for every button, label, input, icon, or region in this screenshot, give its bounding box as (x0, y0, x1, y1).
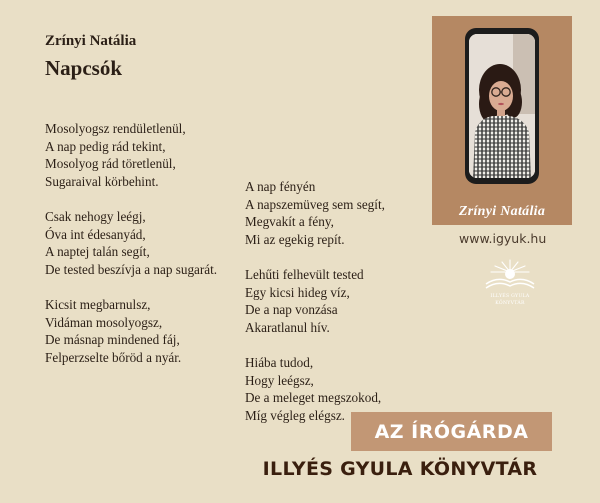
stanza-left-1 (45, 120, 186, 190)
poem-line: Mosolyog rád töretlenül, (45, 156, 176, 171)
poem-title: Napcsók (45, 56, 123, 80)
poem-line: Lehűti felhevült tested (245, 267, 364, 282)
poem-line: Megvakít a fény, (245, 214, 334, 229)
poem-line: Akaratlanul hív. (245, 319, 330, 335)
stanza-left-3 (45, 296, 181, 366)
logo-text-line2: KÖNYVTÁR (495, 301, 525, 306)
poem-line: Mosolyogsz rendületlenül, (45, 121, 186, 136)
badge-label: AZ ÍRÓGÁRDA (374, 420, 529, 443)
poem-line: De másnap mindened fáj, (45, 332, 180, 347)
poem-line: A napszemüveg sem segít, (245, 196, 385, 212)
poem-line: Egy kicsi hideg víz, (245, 284, 350, 300)
website-link[interactable]: www.igyuk.hu (459, 231, 547, 246)
logo-text-line1: ILLYÉS GYULA (490, 294, 530, 299)
poem-line: A nap pedig rád tekint, (45, 138, 166, 154)
poem-line: De a meleget megszokod, (245, 390, 382, 405)
author-photo (469, 34, 535, 178)
irogarda-badge (351, 412, 552, 451)
poem-line: De a nap vonzása (245, 302, 338, 317)
poem-line: Hiába tudod, (245, 355, 314, 370)
card-author-name: Zrínyi Natália (458, 204, 546, 219)
stanza-right-1 (245, 178, 385, 248)
author-name: Zrínyi Natália (45, 33, 137, 49)
author-card (432, 16, 572, 225)
poem-line: A naptej talán segít, (45, 244, 150, 259)
book-sun-icon (480, 258, 540, 292)
stanza-right-2 (245, 266, 364, 336)
stanza-left-2 (45, 208, 217, 278)
portrait-image (469, 34, 535, 178)
poem-line: Hogy leégsz, (245, 372, 314, 388)
poem-line: A nap fényén (245, 179, 316, 194)
poem-line: Mi az egekig repít. (245, 231, 345, 247)
poem-line: De tested beszívja a nap sugarát. (45, 261, 218, 277)
library-logo (480, 258, 540, 310)
phone-frame (465, 28, 539, 184)
library-name: ILLYÉS GYULA KÖNYVTÁR (262, 458, 538, 480)
poem-line: Csak nehogy leégj, (45, 209, 146, 224)
poem-line: Kicsit megbarnulsz, (45, 297, 151, 312)
poem-line: Sugaraival körbehint. (45, 173, 159, 189)
poem-line: Felperzselte bőröd a nyár. (45, 349, 182, 365)
poem-line: Óva int édesanyád, (45, 226, 146, 242)
poem-line: Vidáman mosolyogsz, (45, 314, 163, 330)
poem-line: Míg végleg elégsz. (245, 407, 345, 423)
